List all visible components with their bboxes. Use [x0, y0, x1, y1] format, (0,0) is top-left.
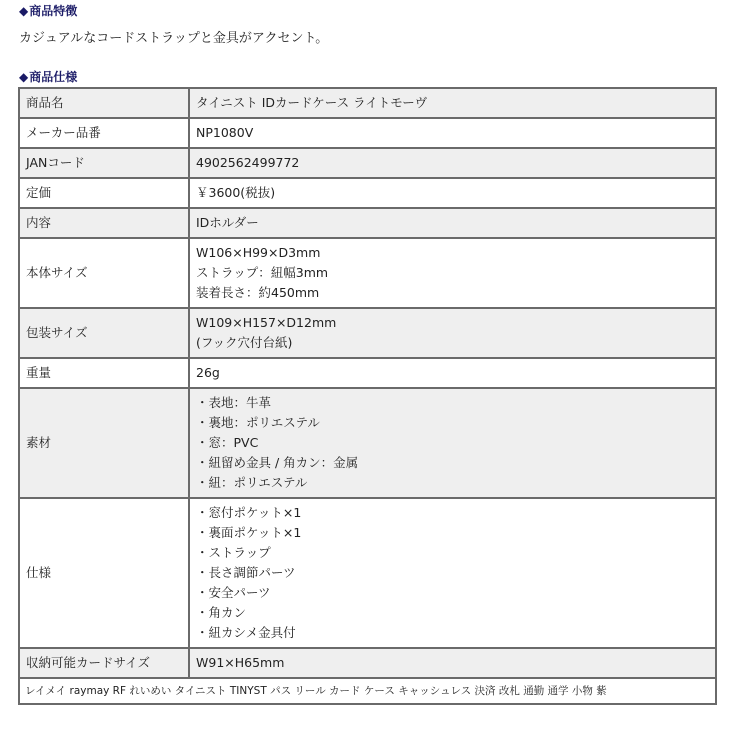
spec-value-line: ・ストラップ [196, 545, 271, 560]
spec-value-line: ・表地：牛革 [196, 395, 272, 410]
spec-row [19, 238, 716, 308]
spec-value-line: W109×H157×D12mm [196, 315, 337, 330]
spec-label: 仕様 [19, 498, 189, 648]
spec-value-line: ￥3600(税抜) [196, 185, 276, 200]
specs-heading [19, 69, 77, 85]
specs-heading-text: 商品仕様 [29, 70, 78, 84]
features-heading [19, 3, 77, 19]
spec-value-line: ・安全パーツ [196, 585, 271, 600]
spec-label: 包装サイズ [19, 308, 189, 358]
spec-label: メーカー品番 [19, 118, 189, 148]
keywords-row [19, 678, 716, 704]
spec-value [189, 498, 716, 648]
spec-label: 本体サイズ [19, 238, 189, 308]
spec-value-line: W106×H99×D3mm [196, 245, 321, 260]
spec-row [19, 118, 716, 148]
spec-label: 定価 [19, 178, 189, 208]
spec-label: 内容 [19, 208, 189, 238]
keywords-text: レイメイ raymay RF れいめい タイニスト TINYST パス リール カード ケース キャッシュレス 決済 改札 通勤 通学 小物 紫 [19, 678, 716, 704]
spec-value-line: ・紐カシメ金具付 [196, 625, 296, 640]
spec-row [19, 148, 716, 178]
spec-value-line: タイニスト IDカードケース ライトモーヴ [196, 95, 428, 110]
features-heading-text: 商品特徴 [29, 4, 78, 18]
spec-value [189, 178, 716, 208]
spec-row [19, 648, 716, 678]
features-description: カジュアルなコードストラップと金具がアクセント。 [19, 31, 329, 46]
spec-value [189, 88, 716, 118]
spec-row [19, 358, 716, 388]
spec-label: 重量 [19, 358, 189, 388]
spec-value [189, 148, 716, 178]
spec-label: 素材 [19, 388, 189, 498]
spec-value-line: ・長さ調節パーツ [196, 565, 296, 580]
spec-value [189, 388, 716, 498]
spec-value [189, 238, 716, 308]
spec-value [189, 118, 716, 148]
spec-value-line: 4902562499772 [196, 155, 300, 170]
spec-value-line: 26g [196, 365, 220, 380]
spec-value-line: ・紐留め金具 / 角カン：金属 [196, 455, 359, 470]
spec-value-line: ・角カン [196, 605, 247, 620]
spec-label: 商品名 [19, 88, 189, 118]
spec-value-line: ・窓付ポケット×1 [196, 505, 302, 520]
spec-value [189, 308, 716, 358]
spec-label: JANコード [19, 148, 189, 178]
spec-value-line: NP1080V [196, 125, 254, 140]
spec-value-line: ・窓：PVC [196, 435, 259, 450]
diamond-bullet-icon: ◆ [19, 70, 29, 84]
spec-value-line: W91×H65mm [196, 655, 285, 670]
spec-row [19, 498, 716, 648]
spec-row [19, 388, 716, 498]
diamond-bullet-icon: ◆ [19, 4, 29, 18]
spec-label: 収納可能カードサイズ [19, 648, 189, 678]
spec-row [19, 178, 716, 208]
spec-value [189, 208, 716, 238]
spec-value-line: (フック穴付台紙) [196, 335, 293, 350]
spec-value [189, 358, 716, 388]
spec-value-line: ・裏面ポケット×1 [196, 525, 302, 540]
spec-row [19, 308, 716, 358]
spec-value-line: IDホルダー [196, 215, 259, 230]
spec-value-line: ストラップ：紐幅3mm [196, 265, 329, 280]
spec-value-line: ・紐：ポリエステル [196, 475, 308, 490]
spec-row [19, 88, 716, 118]
spec-row [19, 208, 716, 238]
spec-value-line: 装着長さ：約450mm [196, 285, 320, 300]
spec-table [18, 87, 717, 705]
spec-value [189, 648, 716, 678]
spec-value-line: ・裏地：ポリエステル [196, 415, 320, 430]
